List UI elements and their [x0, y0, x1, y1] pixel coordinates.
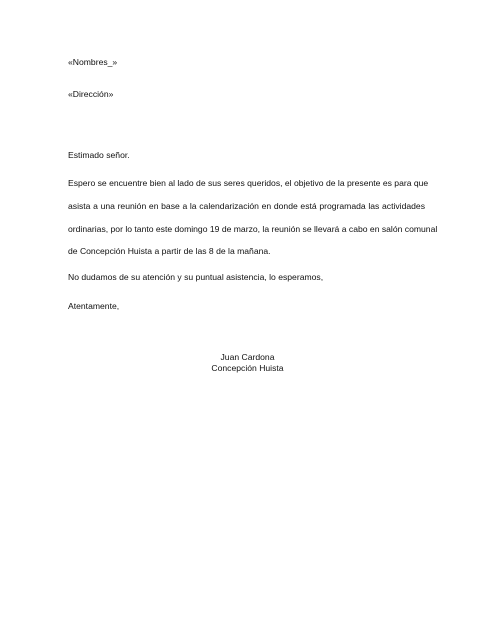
- closing-line: No dudamos de su atención y su puntual asistencia, lo esperamos,: [68, 272, 324, 282]
- sign-off: Atentamente,: [68, 301, 120, 311]
- body-line-1: Espero se encuentre bien al lado de sus seres queridos, el objetivo de la presente es para que: [68, 178, 429, 188]
- signature-name: Juan Cardona: [220, 352, 275, 362]
- recipient-name-field: «Nombres_»: [68, 57, 118, 67]
- greeting: Estimado señor.: [68, 150, 130, 160]
- signature-place: Concepción Huista: [211, 363, 284, 373]
- body-line-3: ordinarias, por lo tanto este domingo 19 de marzo, la reunión se llevará a cabo en salón comunal: [68, 224, 438, 234]
- recipient-address-field: «Dirección»: [68, 89, 114, 99]
- body-line-4: de Concepción Huista a partir de las 8 de la mañana.: [68, 246, 271, 256]
- body-line-2: asista a una reunión en base a la calendarización en donde está programada las actividades: [68, 201, 425, 211]
